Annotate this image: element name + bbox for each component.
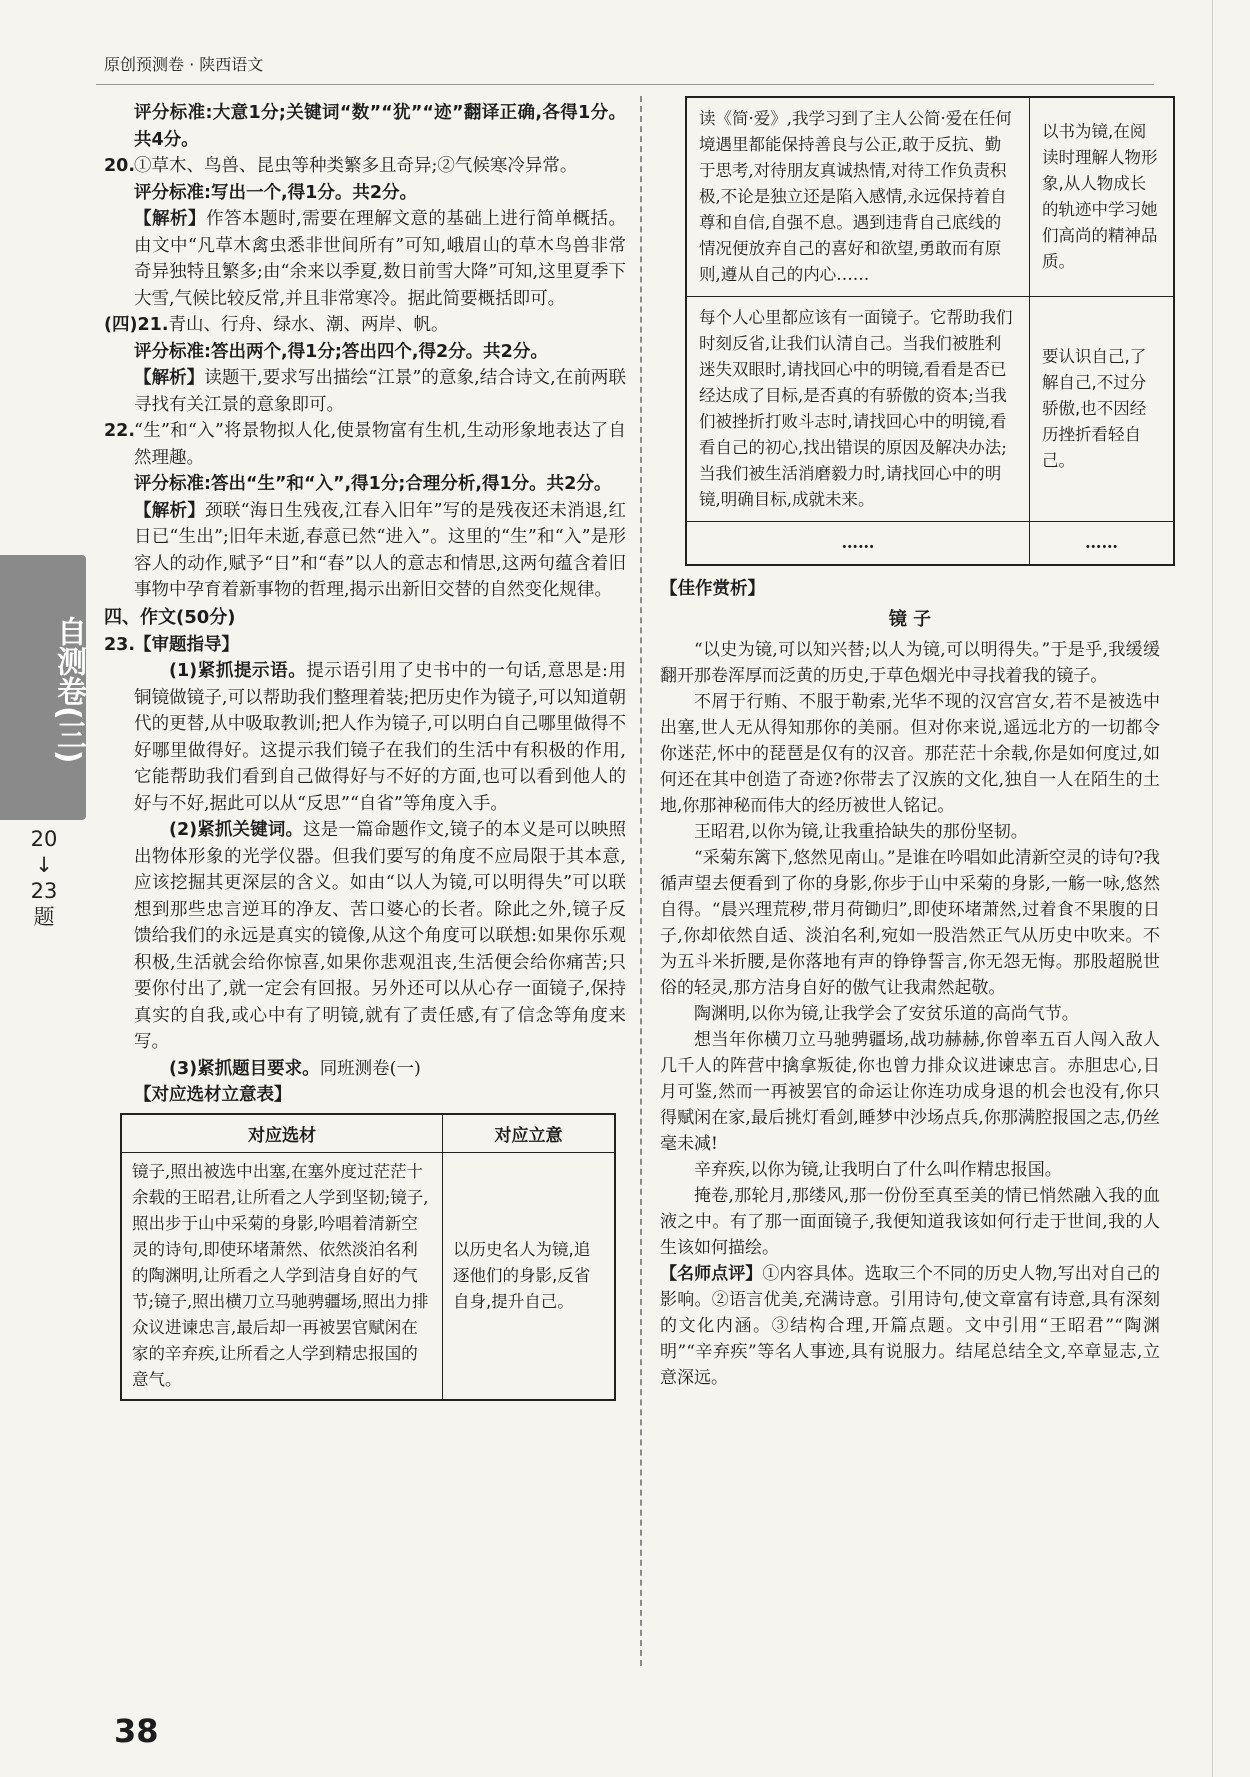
q19-scoring: 评分标准:大意1分;关键词“数”“犹”“迹”翻译正确,各得1分。共4分。 (134, 103, 626, 150)
part4-prefix: (四) (104, 315, 138, 335)
section-title: 四、作文(50分) (104, 606, 236, 628)
material-table (120, 1113, 616, 1401)
material-table-continued (685, 96, 1175, 566)
range-end: 23 (30, 879, 58, 903)
guide-point-1: (1)紧抓提示语。提示语引用了史书中的一句话,意思是:用铜镜做镜子,可以帮助我们整理着装;把历史作为镜子,可以知道朝代的更替,从中吸取教训;把人作为镜子,可以明白自己哪里做得不好哪里做得好。这提示我们镜子在我们的生活中有积极的作用,它能帮助我们看到自己做得好与不好的方面,也可以看到他人的好与不好,据此可以从“反思”“自省”等角度入手。 (134, 661, 626, 814)
table-row (686, 97, 1174, 297)
essay-title: 镜 子 (888, 608, 932, 630)
essay-paragraph: 陶渊明,以你为镜,让我学会了安贫乐道的高尚气节。 (694, 1003, 1079, 1024)
essay-label: 【佳作赏析】 (660, 579, 765, 599)
guide-point-2: (2)紧抓关键词。这是一篇命题作文,镜子的本义是可以映照出物体形象的光学仪器。但我们要写的角度不应局限于其本意,应该挖掘其更深层的含义。如由“以人为镜,可以明得失”可以联想到那些忠言逆耳的净友、苦口婆心的长者。除此之外,镜子反馈给我们的永远是真实的镜像,从这个角度可以联想:如果你乐观积极,生活就会给你惊喜,如果你悲观沮丧,生活便会给你痛苦;只要你付出了,就一定会有回报。另外还可以从心存一面镜子,保持真实的自我,或心中有了明镜,就有了责任感,有了信念等角度来写。 (134, 820, 626, 1052)
q21-analysis: 【解析】读题干,要求写出描绘“江景”的意象,结合诗文,在前两联寻找有关江景的意象即可。 (134, 368, 626, 415)
q22-number: 22. (104, 421, 136, 441)
q21-number: 21. (137, 315, 169, 335)
table-header-idea: 对应立意 (443, 1114, 616, 1153)
q20-number: 20. (104, 156, 136, 176)
table-title: 【对应选材立意表】 (134, 1085, 292, 1105)
table-header-material: 对应选材 (121, 1114, 443, 1153)
q22-answer: 22.“生”和“入”将景物拟人化,使景物富有生机,生动形象地表达了自然理趣。 (104, 418, 626, 471)
header-rule (96, 84, 1154, 85)
right-column (660, 96, 1160, 1391)
table-cell-material: 镜子,照出被选中出塞,在塞外度过茫茫十余载的王昭君,让所看之人学到坚韧;镜子,照出步于山中采菊的身影,吟唱着清新空灵的诗句,即使环堵萧然、依然淡泊名利的陶渊明,让所看之人学到洁身自好的气节;镜子,照出横刀立马驰骋疆场,照出力排众议进谏忠言,最后却一再被罢官赋闲在家的辛弃疾,让所看之人学到精忠报国的意气。 (121, 1152, 443, 1400)
analysis-label: 【解析】 (134, 500, 206, 521)
q21-scoring: 评分标准:答出两个,得1分;答出四个,得2分。共2分。 (134, 341, 548, 362)
q22-analysis: 【解析】颈联“海日生残夜,江春入旧年”写的是残夜还未消退,红日已“生出”;旧年未逝,春意已然“进入”。这里的“生”和“入”是形容人的动作,赋予“日”和“春”以人的意志和情思,这两句蕴含着旧事物中孕育着新事物的哲理,揭示出新旧交替的自然变化规律。 (134, 500, 626, 600)
range-unit: 题 (33, 905, 55, 929)
table-cell-ellipsis: …… (686, 522, 1030, 566)
table-cell-idea: 要认识自己,了解自己,不过分骄傲,也不因经历挫折看轻自己。 (1030, 297, 1175, 522)
margin-line (1212, 0, 1213, 1777)
analysis-label: 【解析】 (134, 209, 207, 229)
q20-analysis: 【解析】作答本题时,需要在理解文意的基础上进行简单概括。由文中“凡草木禽虫悉非世间所有”可知,峨眉山的草木鸟兽非常奇异独特且繁多;由“余来以季夏,数日前雪大降”可知,这里夏季下大雪,气候比较反常,并且非常寒冷。据此简要概括即可。 (134, 209, 627, 309)
side-tab-range (22, 826, 66, 930)
table-cell-material: 每个人心里都应该有一面镜子。它帮助我们时刻反省,让我们认清自己。当我们被胜利迷失双眼时,请找回心中的明镜,看看是否已经达成了目标,是否真的有骄傲的资本;当我们被挫折打败斗志时,请找回心中的明镜,看看自己的初心,找出错误的原因及解决办法;当我们被生活消磨毅力时,请找回心中的明镜,明确目标,成就未来。 (686, 297, 1030, 522)
essay-paragraph: 想当年你横刀立马驰骋疆场,战功赫赫,你曾率五百人闯入敌人几千人的阵营中擒拿叛徒,你也曾力排众议进谏忠言。赤胆忠心,日月可鉴,然而一再被罢官的命运让你连功成身退的机会也没有,你只得赋闲在家,最后挑灯看剑,睡梦中沙场点兵,你那满腔报国之志,仍丝毫未减! (660, 1029, 1160, 1154)
page-number: 38 (114, 1712, 159, 1750)
left-column (104, 100, 626, 1401)
table-header-row (121, 1114, 615, 1153)
q20-answer: 20.①草木、鸟兽、昆虫等种类繁多且奇异;②气候寒冷异常。 (104, 153, 626, 180)
column-divider (640, 96, 642, 1666)
table-cell-idea: 以书为镜,在阅读时理解人物形象,从人物成长的轨迹中学习她们高尚的精神品质。 (1030, 97, 1175, 297)
table-row (686, 297, 1174, 522)
table-cell-idea: 以历史名人为镜,追逐他们的身影,反省自身,提升自己。 (443, 1152, 616, 1400)
table-cell-ellipsis: …… (1030, 522, 1175, 566)
essay-paragraph: “采菊东篱下,悠然见南山。”是谁在吟唱如此清新空灵的诗句?我循声望去便看到了你的身影,你步于山中采菊的身影,一觞一咏,悠然自得。“晨兴理荒秽,带月荷锄归”,即使环堵萧然,过着食不果腹的日子,你却依然自适、淡泊名利,宛如一股浩然正气从历史中吹来。不为五斗米折腰,是你落地有声的铮铮誓言,你无怨无悔。那股超脱世俗的轻灵,那方洁身自好的傲气让我肃然起敬。 (660, 847, 1160, 998)
essay-paragraph: 辛弃疾,以你为镜,让我明白了什么叫作精忠报国。 (694, 1159, 1062, 1180)
range-arrow: ↓ (35, 853, 53, 877)
range-start: 20 (30, 827, 58, 851)
essay-paragraph: “以史为镜,可以知兴替;以人为镜,可以明得失。”于是乎,我缓缓翻开那卷浑厚而泛黄的历史,于草色烟光中寻找着我的镜子。 (660, 639, 1160, 686)
analysis-label: 【解析】 (134, 368, 205, 388)
essay-paragraph: 掩卷,那轮月,那缕风,那一份份至真至美的情已悄然融入我的血液之中。有了那一面面镜子,我便知道我该如何行走于世间,我的人生该如何描绘。 (660, 1185, 1160, 1258)
guide-point-3: (3)紧抓题目要求。同班测卷(一) (169, 1058, 421, 1079)
comment-label: 【名师点评】 (660, 1263, 763, 1284)
teacher-comment: 【名师点评】①内容具体。选取三个不同的历史人物,写出对自己的影响。②语言优美,充满诗意。引用诗句,使文章富有诗意,具有深刻的文化内涵。③结构合理,开篇点题。文中引用“王昭君”“陶渊明”“辛弃疾”等名人事迹,具有说服力。结尾总结全文,卒章显志,立意深远。 (660, 1263, 1161, 1388)
q22-scoring: 评分标准:答出“生”和“入”,得1分;合理分析,得1分。共2分。 (134, 474, 612, 494)
q21-answer: (四)21.青山、行舟、绿水、潮、两岸、帆。 (104, 315, 449, 335)
essay-paragraph: 王昭君,以你为镜,让我重拾缺失的那份坚韧。 (694, 821, 1028, 842)
essay-paragraph: 不屑于行贿、不服于勒索,光华不现的汉宫宫女,若不是被选中出塞,世人无从得知那你的美丽。但对你来说,遥远北方的一切都令你迷茫,怀中的琵琶是仅有的汉音。那茫茫十余载,你是如何度过,如何还在其中创造了奇迹?你带去了汉族的文化,独自一人在陌生的土地,你那神秘而伟大的经历被世人铭记。 (660, 691, 1160, 816)
table-cell-material: 读《简·爱》,我学习到了主人公简·爱在任何境遇里都能保持善良与公正,敢于反抗、勤于思考,对待朋友真诚热情,对待工作负责积极,不论是独立还是陷入感情,永远保持着自尊和自信,自强不息。遇到违背自己底线的情况便放弃自己的喜好和欲望,勇敢而有原则,遵从自己的内心…… (686, 97, 1030, 297)
q23-number: 23. (104, 634, 136, 655)
q20-scoring: 评分标准:写出一个,得1分。共2分。 (134, 182, 417, 203)
table-row (121, 1152, 615, 1400)
side-tab-title: 自测卷(三) (51, 616, 86, 764)
q23-heading: 23.【审题指导】 (104, 632, 626, 659)
page-header: 原创预测卷 · 陕西语文 (104, 55, 264, 74)
table-row (686, 522, 1174, 566)
